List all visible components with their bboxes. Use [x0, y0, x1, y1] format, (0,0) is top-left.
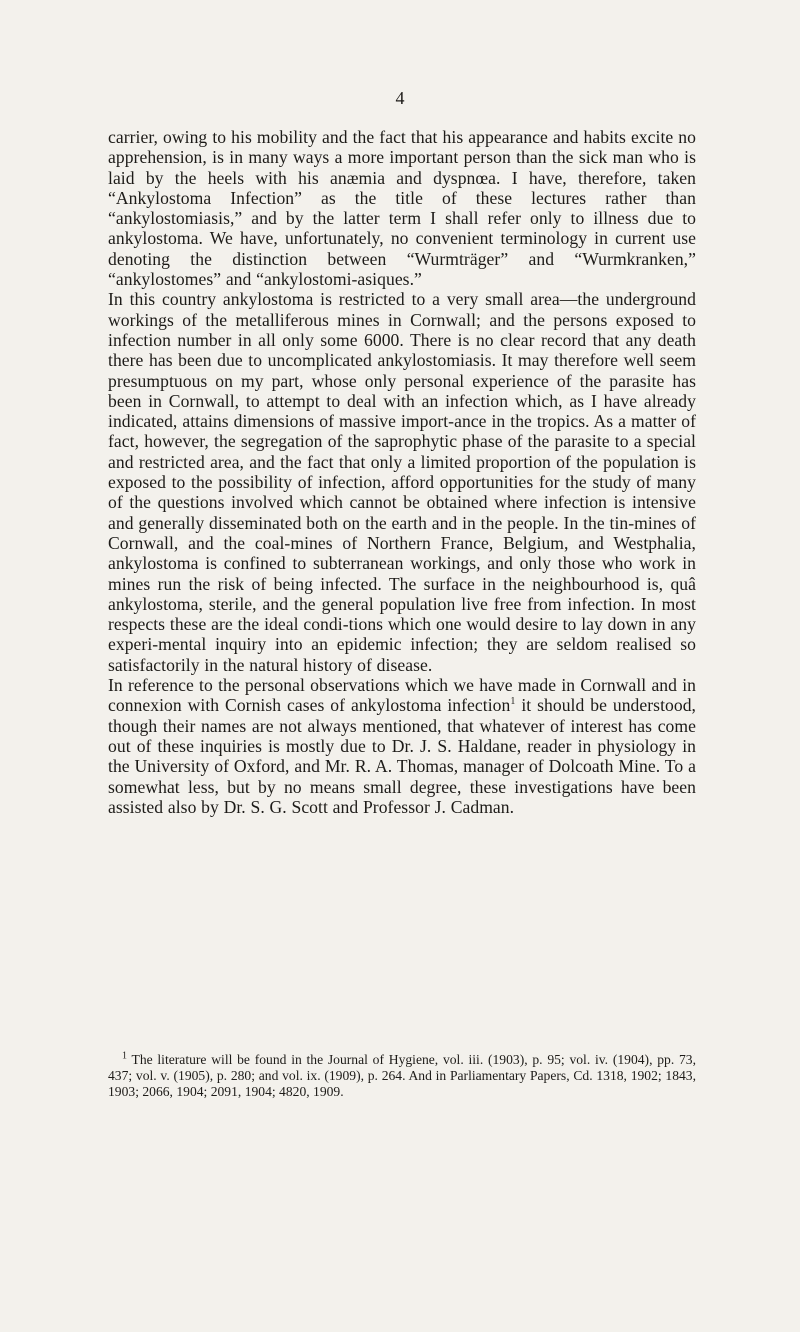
page-number: 4 — [395, 88, 405, 108]
footnote-reference: 1 — [510, 696, 516, 708]
footnote — [108, 1052, 696, 1099]
acknowledgements-text-end: it should be understood, though their names are not always mentioned, that whatever of interest has come out of these inquiries is mostly due to Dr. J. S. Haldane, reader in physiology in the University of Oxford, and Mr. R. A. Thomas, manager of Dolcoath Mine. To a somewhat less, but by no means small degree, these investigations have been assisted also by Dr. S. G. Scott and Professor J. Cadman. — [108, 695, 696, 817]
paragraph-continuation: carrier, owing to his mobility and the fact that his appearance and habits excite no apprehension, is in many ways a more important person than the sick man who is laid by the heels with his anæmia and dyspnœa. I have, therefore, taken “Ankylostoma Infection” as the title of these lectures rather than “ankylostomiasis,” and by the latter term I shall refer only to illness due to ankylostoma. We have, unfortunately, no convenient terminology in current use denoting the distinction between “Wurmträger” and “Wurmkranken,” “ankylostomes” and “ankylostomi-asiques.” — [108, 127, 696, 290]
footnote-mark: 1 — [122, 1050, 127, 1062]
footnote-text: The literature will be found in the Journal of Hygiene, vol. iii. (1903), p. 95; vol. iv. (1904), pp. 73, 437; vol. v. (1905), p. 280; and vol. ix. (1909), p. 264. And in Parliamentary Papers, Cd. 1318, 1902; 1843, 1903; 2066, 1904; 2091, 1904; 4820, 1909. — [108, 1052, 696, 1099]
paragraph-acknowledgements — [108, 675, 696, 817]
paragraph-cornwall: In this country ankylostoma is restricted to a very small area—the underground workings of the metalliferous mines in Cornwall; and the persons exposed to infection number in all only some 6000. There is no clear record that any death there has been due to uncomplicated ankylostomiasis. It may therefore well seem presumptuous on my part, whose only personal experience of the parasite has been in Cornwall, to attempt to deal with an infection which, as I have already indicated, attains dimensions of massive import-ance in the tropics. As a matter of fact, however, the segregation of the saprophytic phase of the parasite to a special and restricted area, and the fact that only a limited proportion of the population is exposed to the possibility of infection, afford opportunities for the study of many of the questions involved which cannot be obtained where infection is intensive and generally disseminated both on the earth and in the people. In the tin-mines of Cornwall, and the coal-mines of Northern France, Belgium, and Westphalia, ankylostoma is confined to subterranean workings, and only those who work in mines run the risk of being infected. The surface in the neighbourhood is, quâ ankylostoma, sterile, and the general population live free from infection. In most respects these are the ideal condi-tions which one would desire to lay down in any experi-mental inquiry into an epidemic infection; they are seldom realised so satisfactorily in the natural history of disease. — [108, 289, 696, 675]
body-text — [108, 127, 696, 817]
acknowledgements-text-start: In reference to the personal observations which we have made in Cornwall and in connexion with Cornish cases of ankylostoma infection — [108, 675, 696, 716]
